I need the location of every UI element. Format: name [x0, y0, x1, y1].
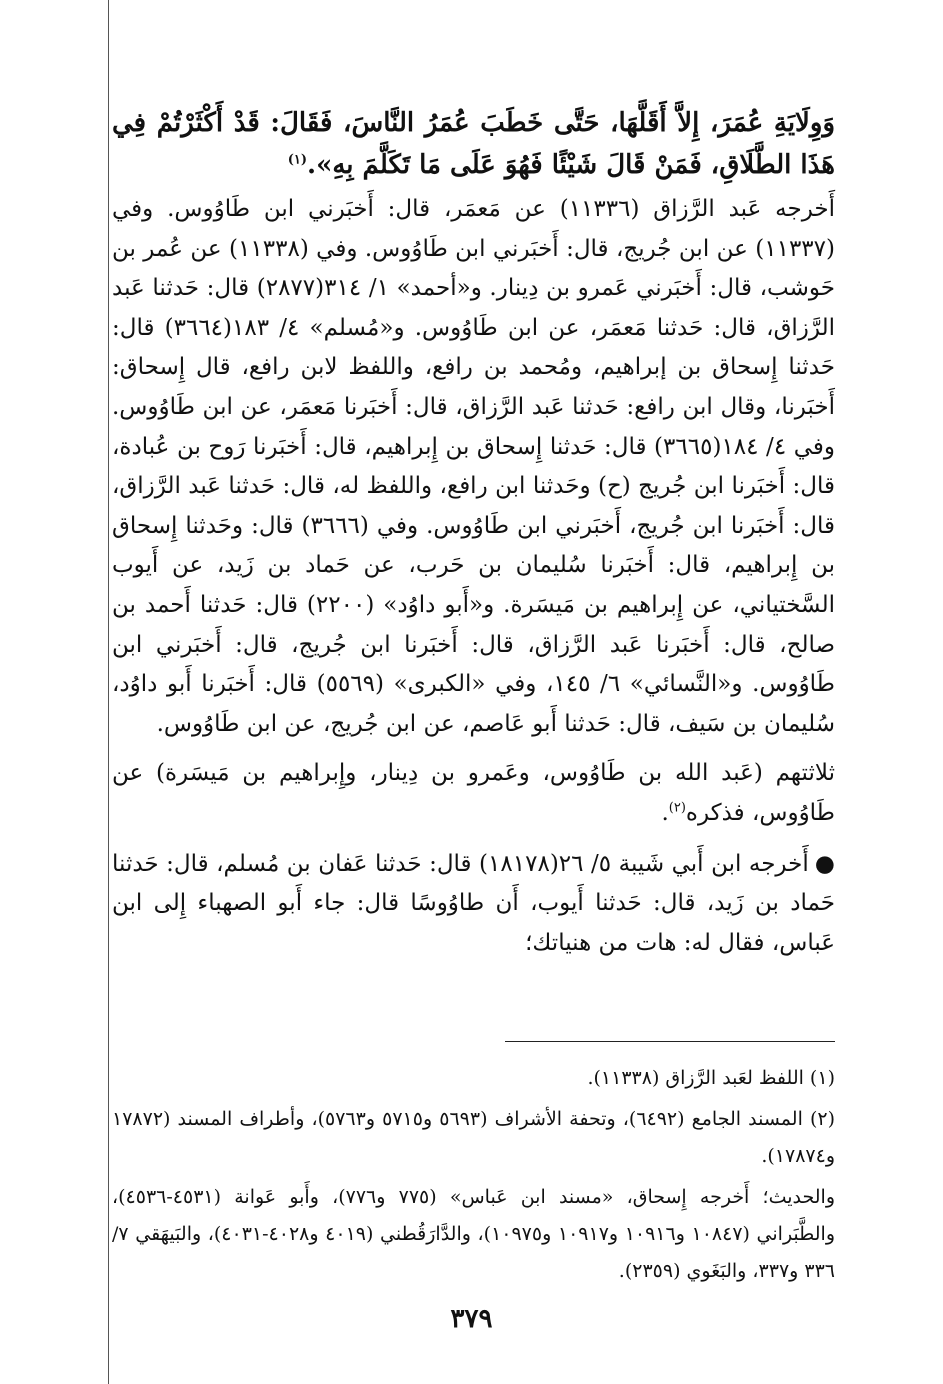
footnote-2: (٢) المسند الجامع (٦٤٩٢)، وتحفة الأشراف (٥٦٩٣ و٥٧١٥ و٥٧٦٣)، وأطراف المسند (١٧٨٧٢ و١٧٨٧٤).: [112, 1108, 835, 1167]
hadith-quote: [112, 102, 835, 186]
page-number: ٣٧٩: [450, 1304, 493, 1334]
bullet-icon: ●: [814, 849, 835, 877]
footnote-ref-1: (١): [287, 152, 308, 168]
hadith-quote-text: وَوِلَايَةِ عُمَرَ، إِلاَّ أَقَلَّهَا، حَتَّى خَطَبَ عُمَرُ النَّاسَ، فَقَالَ: قَدْ أَكْثَرْتُمْ فِي هَذَا الطَّلَاقِ، فَمَنْ قَالَ شَيْئًا فَهُوَ عَلَى مَا تَكَلَّمَ بِهِ».: [112, 108, 835, 180]
footnote-ref-2: (٢): [668, 800, 686, 816]
takhrij-paragraph-2: [112, 754, 835, 833]
takhrij-paragraph-1: أَخرجه عَبد الرَّزاق (١١٣٣٦) عن مَعمَر، قال: أَخبَرني ابن طَاوُوس. وفي (١١٣٣٧) عن ابن جُريج، قال: أَخبَرني ابن طَاوُوس. وفي (١١٣٣٨) عن عُمر بن حَوشب، قال: أَخبَرني عَمرو بن دِينار. و«أحمد» ١/ ٣١٤(٢٨٧٧) قال: حَدثنا عَبد الرَّزاق، قال: حَدثنا مَعمَر، عن ابن طَاوُوس. و«مُسلم» ٤/ ١٨٣(٣٦٦٤) قال: حَدثنا إِسحاق بن إبراهيم، ومُحمد بن رافع، واللفظ لابن رافع، قال إِسحاق: أَخبَرنا، وقال ابن رافع: حَدثنا عَبد الرَّزاق، قال: أَخبَرنا مَعمَر، عن ابن طَاوُوس. وفي ٤/ ١٨٤(٣٦٦٥) قال: حَدثنا إِسحاق بن إِبراهيم، قال: أَخبَرنا رَوح بن عُبادة، قال: أَخبَرنا ابن جُريج (ح) وحَدثنا ابن رافع، واللفظ له، قال: حَدثنا عَبد الرَّزاق، قال: أَخبَرنا ابن جُريج، أَخبَرني ابن طَاوُوس. وفي (٣٦٦٦) قال: وحَدثنا إِسحاق بن إِبراهيم، قال: أَخبَرنا سُليمان بن حَرب، عن حَماد بن زَيد، عن أَيوب السَّختياني، عن إِبراهيم بن مَيسَرة. و«أَبو داوُد» (٢٢٠٠) قال: حَدثنا أَحمد بن صالح، قال: أَخبَرنا عَبد الرَّزاق، قال: أَخبَرنا ابن جُريج، قال: أَخبَرني ابن طَاوُوس. و«النَّسائي» ٦/ ١٤٥، وفي «الكبرى» (٥٥٦٩) قال: أَخبَرنا أَبو داوُد، سُليمان بن سَيف، قال: حَدثنا أَبو عَاصم، عن ابن جُريج، عن ابن طَاوُوس.: [112, 196, 836, 737]
takhrij-paragraph-3: [112, 844, 835, 964]
main-text: [112, 102, 835, 973]
footnotes: [112, 1060, 835, 1294]
takhrij-paragraph-3-text: أَخرجه ابن أَبي شَيبة ٥/ ٢٦(١٨١٧٨) قال: حَدثنا عَفان بن مُسلم، قال: حَدثنا حَماد بن زَيد، قال: حَدثنا أَيوب، أَن طاوُوسًا قال: جاء أَبو الصهباء إِلى ابن عَباس، فقال له: هات من هنياتك؛: [112, 850, 835, 956]
footnote-separator: [505, 1041, 835, 1042]
footnote-2-continued: والحديث؛ أَخرجه إِسحاق، «مسند ابن عَباس» (٧٧٥ و٧٧٦)، وأَبو عَوانة (٤٥٣١-٤٥٣٦)، والطَّبَراني (١٠٨٤٧ و١٠٩١٦ و١٠٩١٧ و١٠٩٧٥)، والدَّارَقُطني (٤٠١٩ و٤٠٢٨-٤٠٣١)، والبَيهَقي ٧/ ٣٣٦ و٣٣٧، والبَغَوي (٢٣٥٩).: [112, 1186, 835, 1282]
footnote-1: (١) اللفظ لعَبد الرَّزاق (١١٣٣٨).: [587, 1067, 835, 1089]
page-edge-line: [108, 0, 109, 1384]
takhrij-paragraph-2-end: .: [661, 799, 669, 826]
takhrij-paragraph-2-text: ثلاثتهم (عَبد الله بن طَاوُوس، وعَمرو بن دِينار، وإِبراهيم بن مَيسَرة) عن طَاوُوس، فذكره: [112, 760, 835, 826]
